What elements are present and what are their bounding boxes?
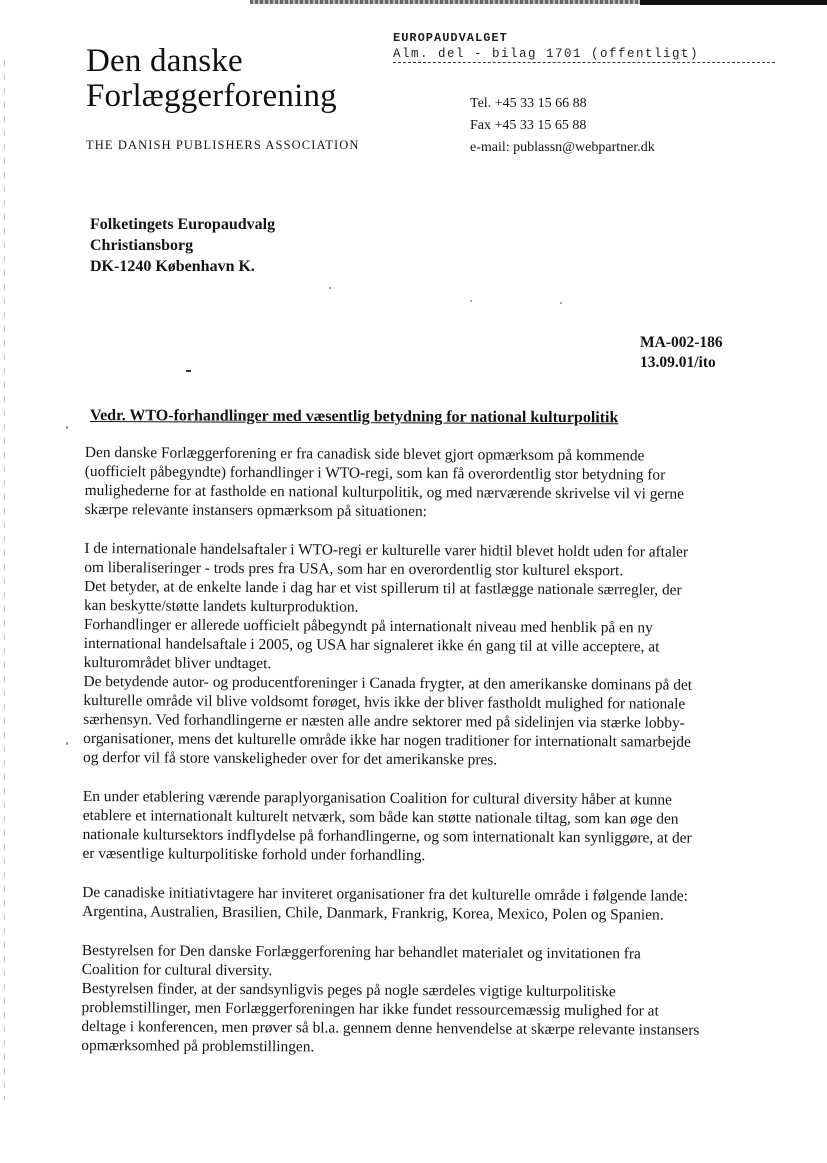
body-line: om liberaliseringer - trods pres fra USA, som har en overordentlig stor kulturel eksport.: [84, 558, 624, 580]
scan-top-edge-dark: [640, 0, 827, 5]
recipient-line: Folketingets Europaudvalg: [90, 216, 276, 233]
body-paragraph: [81, 941, 757, 1059]
body-line: En under etablering værende paraplyorganisation Coalition for cultural diversity håber at kunne: [82, 787, 672, 809]
body-paragraph: [82, 787, 757, 867]
body-line: mulighederne for at fastholde en national kulturpolitik, og med nærværende skrivelse vil vi gerne: [84, 481, 684, 503]
body-line: kan beskytte/støtte landets kulturproduktion.: [83, 596, 359, 616]
body-paragraph: [82, 883, 757, 925]
scan-mark: [186, 370, 191, 372]
body-line: international handelsaftale i 2005, og USA har signaleret ikke én gang til at ville acceptere, at: [83, 634, 660, 656]
body-line: etablere et internationalt kulturelt netværk, som både kan støtte nationale tiltag, som kan øge den: [82, 806, 679, 828]
body-line: nationale kultursektors indflydelse på forhandlingerne, og som internationalt kan synliggøre, at der: [82, 825, 692, 847]
body-line: deltage i konferencen, men prøver så bl.a. gennem denne henvendelse at skærpe relevante instansers: [81, 1017, 700, 1039]
body-line: er væsentlige kulturpolitiske forhold under forhandling.: [82, 844, 426, 865]
body-line: kulturelle område vil blive voldsomt forøget, hvis ikke der bliver fastholdt mulighed for nationale: [83, 691, 686, 713]
reference-code: MA-002-186: [640, 334, 723, 351]
letter-reference: [640, 333, 723, 373]
body-line: De betydende autor- og producentforeninger i Canada frygter, at den amerikanske dominans på det: [83, 672, 693, 694]
body-line: Den danske Forlæggerforening er fra canadisk side blevet gjort opmærksom på kommende: [84, 443, 645, 465]
letterhead-org-name: [86, 44, 337, 114]
body-line: Argentina, Australien, Brasilien, Chile, Danmark, Frankrig, Korea, Mexico, Polen og Spanien.: [82, 902, 664, 924]
body-line: Det betyder, at de enkelte lande i dag har et vist spillerum til at fastlægge nationale særregler, der: [84, 577, 682, 599]
stamp-reference: Alm. del - bilag 1701 (offentligt): [393, 47, 775, 63]
body-line: kulturområdet bliver undtaget.: [83, 653, 272, 673]
scan-speck: [66, 742, 68, 745]
body-line: (uofficielt påbegyndte) forhandlinger i WTO-regi, som kan få overordentlig stor betydning for: [84, 462, 666, 484]
registration-stamp: [393, 31, 775, 63]
body-paragraph: [83, 539, 759, 771]
scan-left-edge: [4, 60, 5, 1100]
contact-email: e-mail: publassn@webpartner.dk: [470, 140, 655, 155]
contact-tel: Tel. +45 33 15 66 88: [470, 96, 587, 111]
body-line: skærpe relevante instansers opmærksom på situationen:: [84, 500, 428, 521]
recipient-line: Christiansborg: [90, 237, 194, 254]
body-line: Bestyrelsen for Den danske Forlæggerforening har behandlet materialet og invitationen fra: [81, 941, 641, 963]
letterhead-contact: [470, 93, 655, 159]
recipient-address: [90, 214, 275, 277]
org-name-line: Forlæggerforening: [86, 78, 337, 114]
scan-speck: [560, 302, 562, 304]
scan-speck: [329, 287, 331, 289]
body-line: særhensyn. Ved forhandlingerne er næsten alle andre sektorer med på sidelinjen via stærke lobby-: [83, 710, 685, 732]
body-line: I de internationale handelsaftaler i WTO-regi er kulturelle varer hidtil blevet holdt uden for aftaler: [84, 539, 689, 561]
body-line: Bestyrelsen finder, at der sandsynligvis peges på nogle særdeles vigtige kulturpolitiske: [81, 979, 616, 1001]
org-name-line: Den danske: [86, 43, 243, 79]
contact-fax: Fax +45 33 15 65 88: [470, 118, 587, 133]
body-line: De canadiske initiativtagere har inviteret organisationer fra det kulturelle område i følgende lande:: [82, 883, 688, 905]
scan-speck: [66, 426, 68, 429]
letter-subject: Vedr. WTO-forhandlinger med væsentlig betydning for national kulturpolitik: [89, 407, 619, 427]
stamp-title: EUROPAUDVALGET: [393, 31, 508, 45]
body-line: problemstillinger, men Forlæggerforeningen har ikke fundet ressourcemæssig mulighed for at: [81, 998, 659, 1020]
reference-date: 13.09.01/ito: [640, 354, 716, 371]
body-line: Coalition for cultural diversity.: [81, 960, 273, 980]
body-line: Forhandlinger er allerede uofficielt påbegyndt på internationalt niveau med henblik på en ny: [83, 615, 653, 637]
body-line: organisationer, mens det kulturelle område ikke har nogen traditioner for internationalt samarbejde: [83, 729, 691, 751]
letterhead-org-english: THE DANISH PUBLISHERS ASSOCIATION: [86, 138, 360, 152]
body-line: opmærksomhed på problemstillingen.: [81, 1036, 315, 1056]
scan-speck: [470, 300, 472, 302]
recipient-line: DK-1240 København K.: [90, 258, 255, 275]
body-paragraph: [85, 443, 760, 523]
letter-body: [81, 443, 760, 1079]
body-line: og derfor vil få store vanskeligheder over for det amerikanske pres.: [83, 748, 498, 769]
